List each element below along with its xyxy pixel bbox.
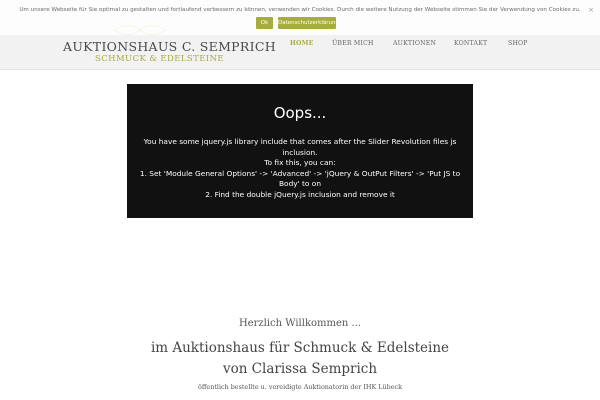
cookie-text: Um unsere Webseite für Sie optimal zu gestalten und fortlaufend verbessern zu können, verwenden wir Cookies. Durch die weitere Nutzung der Webseite stimmen Sie der Verwendung von Cookies zu. (19, 7, 581, 13)
error-line: You have some jquery.js library include that comes after the Slider Revolution files js inclusion. (143, 137, 457, 157)
error-line: To fix this, you can: (264, 158, 336, 167)
logo-title[interactable]: AUKTIONSHAUS C. SEMPRICH (63, 39, 276, 54)
welcome-subheadline: von Clarissa Semprich (222, 361, 378, 377)
nav-item-contact[interactable]: KONTAKT (454, 40, 488, 47)
welcome-credential: öffentlich bestellte u. vereidigte Auktionatorin der IHK Lübeck (198, 383, 402, 391)
nav-item-auctions[interactable]: AUKTIONEN (393, 40, 437, 47)
welcome-headline: im Auktionshaus für Schmuck & Edelsteine (150, 340, 450, 356)
error-line: 1. Set 'Module General Options' -> 'Advanced' -> 'jQuery & OutPut Filters' -> 'Put JS to Body' to on (139, 168, 461, 188)
error-message (139, 137, 461, 200)
error-line: 2. Find the double jQuery.js inclusion and remove it (205, 189, 395, 199)
cookie-ok-button[interactable]: Ok (256, 17, 273, 29)
close-icon[interactable]: × (588, 6, 594, 14)
cookie-privacy-button[interactable]: Datenschutzerklärung (278, 17, 336, 29)
logo-subtitle[interactable]: SCHMUCK & EDELSTEINE (95, 54, 224, 64)
error-title: Oops... (273, 104, 327, 122)
cookie-banner (0, 0, 600, 35)
welcome-greeting: Herzlich Willkommen ... (238, 318, 362, 329)
nav-item-home[interactable]: HOME (290, 40, 314, 47)
slider-error-box (127, 84, 473, 218)
nav-item-about[interactable]: ÜBER MICH (332, 40, 374, 47)
nav-item-shop[interactable]: SHOP (508, 40, 528, 47)
